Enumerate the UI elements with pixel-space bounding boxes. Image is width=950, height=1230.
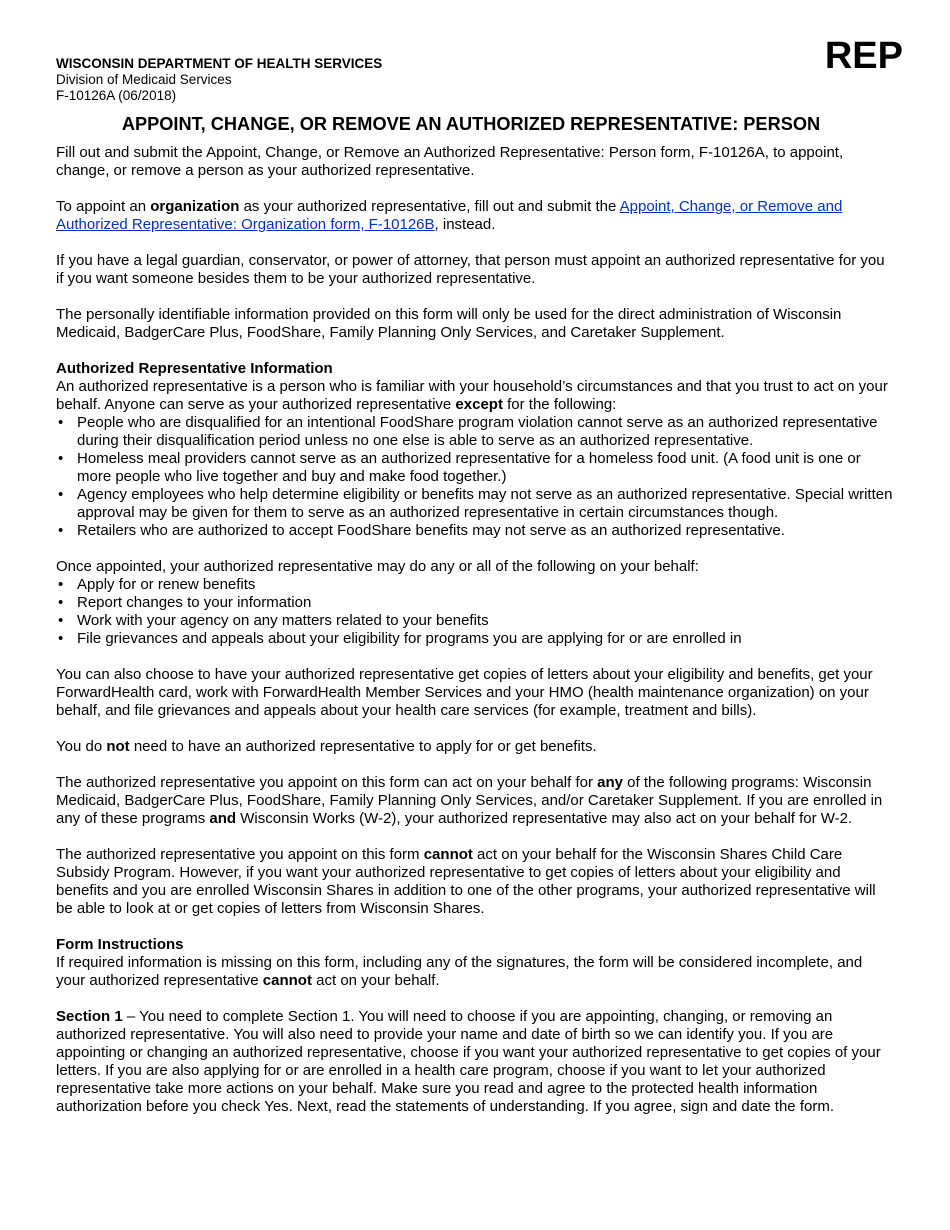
document-body — [56, 144, 894, 1134]
text-run: act on your behalf for the Wisconsin Shares Child Care Subsidy Program. However, if you want your authorized representative to get copies of letters about your eligibility and benefits and you are enrolled Wisconsin Shares in addition to one of the other programs, your authorized representative will be able to look at or get copies of letters from Wisconsin Shares. — [56, 846, 876, 917]
once-appointed-text: Once appointed, your authorized representative may do any or all of the following on your behalf: — [56, 558, 699, 575]
programs-paragraph — [56, 774, 894, 828]
copies-paragraph: You can also choose to have your authorized representative get copies of letters about your eligibility and benefits, get your ForwardHealth card, work with ForwardHealth Member Services and your HMO (health maintenance organization) on your behalf, and file grievances and appeals about your health care services (for example, treatment and bills). — [56, 666, 873, 719]
header-block — [56, 56, 406, 104]
rep-badge: REP — [824, 35, 903, 77]
bold-run: any — [597, 774, 624, 791]
child-care-paragraph — [56, 846, 894, 918]
text-run: act on your behalf. — [311, 972, 440, 989]
text-run: for the following: — [502, 396, 617, 413]
instructions-paragraph-1 — [56, 954, 894, 990]
bold-run: organization — [150, 198, 240, 215]
text-run: – You need to complete Section 1. You will need to choose if you are appointing, changing, or removing an authorized representative. You will also need to provide your name and date of birth so we can identify you. If you are appointing or changing an authorized representative, choose if you want your authorized representative to get copies of your letters. If you are also applying for or are enrolled in a health care program, choose if you want to let your authorized representative take more actions on your behalf. Make sure you read and agree to the protected health information authorization before you check Yes. Next, read the statements of understanding. If you agree, sign and date the form. — [56, 1008, 881, 1115]
intro-paragraph-2 — [56, 198, 894, 234]
text-run: To appoint an — [56, 198, 151, 215]
text-run: , instead. — [434, 216, 496, 233]
form-id: F-10126A (06/2018) — [56, 88, 177, 103]
list-item: • Apply for or renew benefits — [56, 576, 894, 594]
bold-run: cannot — [423, 846, 473, 863]
list-item: • People who are disqualified for an intentional FoodShare program violation cannot serve as an authorized representative during their disqualification period unless no one else is able to serve as an authorized representative. — [56, 414, 894, 450]
list-item: • Work with your agency on any matters related to your benefits — [56, 612, 894, 630]
list-item: • Report changes to your information — [56, 594, 894, 612]
division-name: Division of Medicaid Services — [56, 72, 232, 87]
form-instructions-heading: Form Instructions — [56, 936, 184, 953]
text-run: of the following programs: Wisconsin Medicaid, BadgerCare Plus, FoodShare, Family Planning Only Services, and/or Caretaker Supplement. If you are enrolled in any of these programs — [56, 774, 883, 827]
text-run: The authorized representative you appoint on this form can act on your behalf for — [56, 774, 598, 791]
bold-run: except — [455, 396, 503, 413]
text-run: An authorized representative is a person who is familiar with your household’s circumstances and that you trust to act on your behalf. Anyone can serve as your authorized representative — [56, 378, 888, 413]
text-run: You do — [56, 738, 107, 755]
list-item: • Homeless meal providers cannot serve as an authorized representative for a homeless food unit. (A food unit is one or more people who live together and buy and make food together.) — [56, 450, 894, 486]
list-item: • File grievances and appeals about your eligibility for programs you are applying for or are enrolled in — [56, 630, 894, 648]
page-title: APPOINT, CHANGE, OR REMOVE AN AUTHORIZED REPRESENTATIVE: PERSON — [121, 114, 821, 134]
intro-paragraph-4: The personally identifiable information provided on this form will only be used for the direct administration of Wisconsin Medicaid, BadgerCare Plus, FoodShare, Family Planning Only Services, and Caretaker Supplement. — [56, 306, 842, 341]
not-needed-paragraph — [56, 738, 894, 756]
bold-run: and — [209, 810, 237, 827]
intro-paragraph-1: Fill out and submit the Appoint, Change, or Remove an Authorized Representative: Person form, F-10126A, to appoint, change, or remove a person as your authorized representative. — [56, 144, 844, 179]
section-1-paragraph — [56, 1008, 894, 1116]
bold-run: not — [106, 738, 130, 755]
text-run: The authorized representative you appoint on this form — [56, 846, 424, 863]
list-item: • Agency employees who help determine eligibility or benefits may not serve as an authorized representative. Special written approval may be given for them to serve as an authorized representative in certain circumstances though. — [56, 486, 894, 522]
section-1-label: Section 1 — [56, 1008, 123, 1025]
organization-form-link[interactable]: Appoint, Change, or Remove and Authorized Representative: Organization form, F-10126B — [56, 198, 843, 233]
text-run: need to have an authorized representative to apply for or get benefits. — [129, 738, 597, 755]
text-run: Wisconsin Works (W-2), your authorized representative may also act on your behalf for W-2. — [236, 810, 853, 827]
actions-list — [56, 576, 894, 648]
list-item: • Retailers who are authorized to accept FoodShare benefits may not serve as an authorized representative. — [56, 522, 894, 540]
intro-paragraph-3: If you have a legal guardian, conservator, or power of attorney, that person must appoint an authorized representative for you if you want someone besides them to be your authorized representative. — [56, 252, 885, 287]
ar-info-lead — [56, 378, 894, 414]
text-run: as your authorized representative, fill out and submit the — [239, 198, 620, 215]
agency-name: WISCONSIN DEPARTMENT OF HEALTH SERVICES — [56, 56, 383, 71]
ar-info-heading: Authorized Representative Information — [56, 360, 333, 377]
text-run: If required information is missing on this form, including any of the signatures, the form will be considered incomplete, and your authorized representative — [56, 954, 863, 989]
bold-run: cannot — [262, 972, 312, 989]
exceptions-list — [56, 414, 894, 540]
